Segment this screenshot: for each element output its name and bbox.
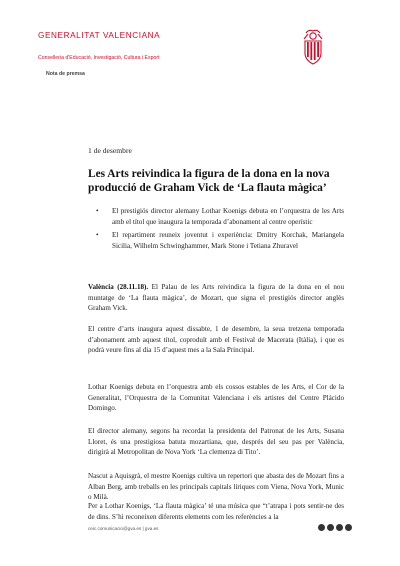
footer-contact[interactable]: ceic.comunicacio@gva.es | gva.es (88, 526, 159, 531)
bullet-dot-icon: • (96, 207, 99, 215)
twitter-icon[interactable] (318, 524, 325, 531)
bullet-text: El repartiment reuneix joventut i experiència: Dmitry Korchak, Mariangela Sicilia, Wilhelm Schwinghammer, Mark Stone i Tetiana Zhuravel (112, 231, 344, 251)
lead-text: El Palau de les Arts reivindica la figura de la dona en el nou muntatge de ‘La flauta màgica’, de Mozart, que signa el prestigiós director anglès Graham Vick. (88, 283, 344, 313)
summary-bullets (88, 206, 344, 255)
header-doc-type: Nota de premsa (46, 71, 85, 77)
summary-bullet (88, 206, 344, 227)
header-org: GENERALITAT VALENCIANA (38, 31, 161, 40)
header-department: Conselleria d'Educació, Investigació, Cultura i Esport (38, 55, 160, 61)
article-date: 1 de desembre (88, 146, 132, 155)
body-paragraph: El centre d’arts inaugura aquest dissabte, 1 de desembre, la seua tretzena temporada d’abonament amb aquest títol, coproduït amb el Festival de Macerata (Itàlia), i que es podrà veure fins al dia 15 d’aquest mes a la Sala Principal. (88, 325, 344, 355)
lead-place: València (28.11.18). (88, 283, 149, 291)
lead-paragraph (88, 282, 344, 314)
body-paragraph: Lothar Koenigs debuta en l’orquestra amb els cossos estables de les Arts, el Cor de la Generalitat, l’Orquestra de la Comunitat Valenciana i els artistes del Centre Plácido Domingo. (88, 383, 344, 413)
instagram-icon[interactable] (336, 524, 343, 531)
body-paragraph: Per a Lothar Koenigs, ‘La flauta màgica’ té una música que “t’atrapa i pots sentir-ne des de dins. S’hi reconeixen diferents elements com les referències a la (88, 502, 344, 521)
bullet-text: El prestigiós director alemany Lothar Koenigs debuta en l’orquestra de les Arts amb el títol que inaugura la temporada d’abonament al centre operístic (112, 207, 344, 226)
bullet-dot-icon: • (96, 231, 99, 240)
body-paragraph: Nascut a Aquisgrà, el mestre Koenigs cultiva un repertori que abasta des de Mozart fins a Alban Berg, amb treballs en les principals capitals líriques com Viena, Nova York, Munic o Milà. (88, 472, 344, 502)
youtube-icon[interactable] (345, 524, 352, 531)
summary-bullet (88, 230, 344, 251)
article-title: Les Arts reivindica la figura de la dona en la nova producció de Graham Vick de ‘La flauta màgica’ (88, 168, 330, 195)
facebook-icon[interactable] (327, 524, 334, 531)
generalitat-emblem-icon (299, 28, 327, 66)
body-paragraph: El director alemany, segons ha recordat la presidenta del Patronat de les Arts, Susana Lloret, és una prestigiosa batuta mozartiana, que, després del seu pas per València, dirigirà al Metropolitan de Nova York ‘La clemenza di Tito’. (88, 427, 344, 457)
social-links (318, 524, 352, 531)
